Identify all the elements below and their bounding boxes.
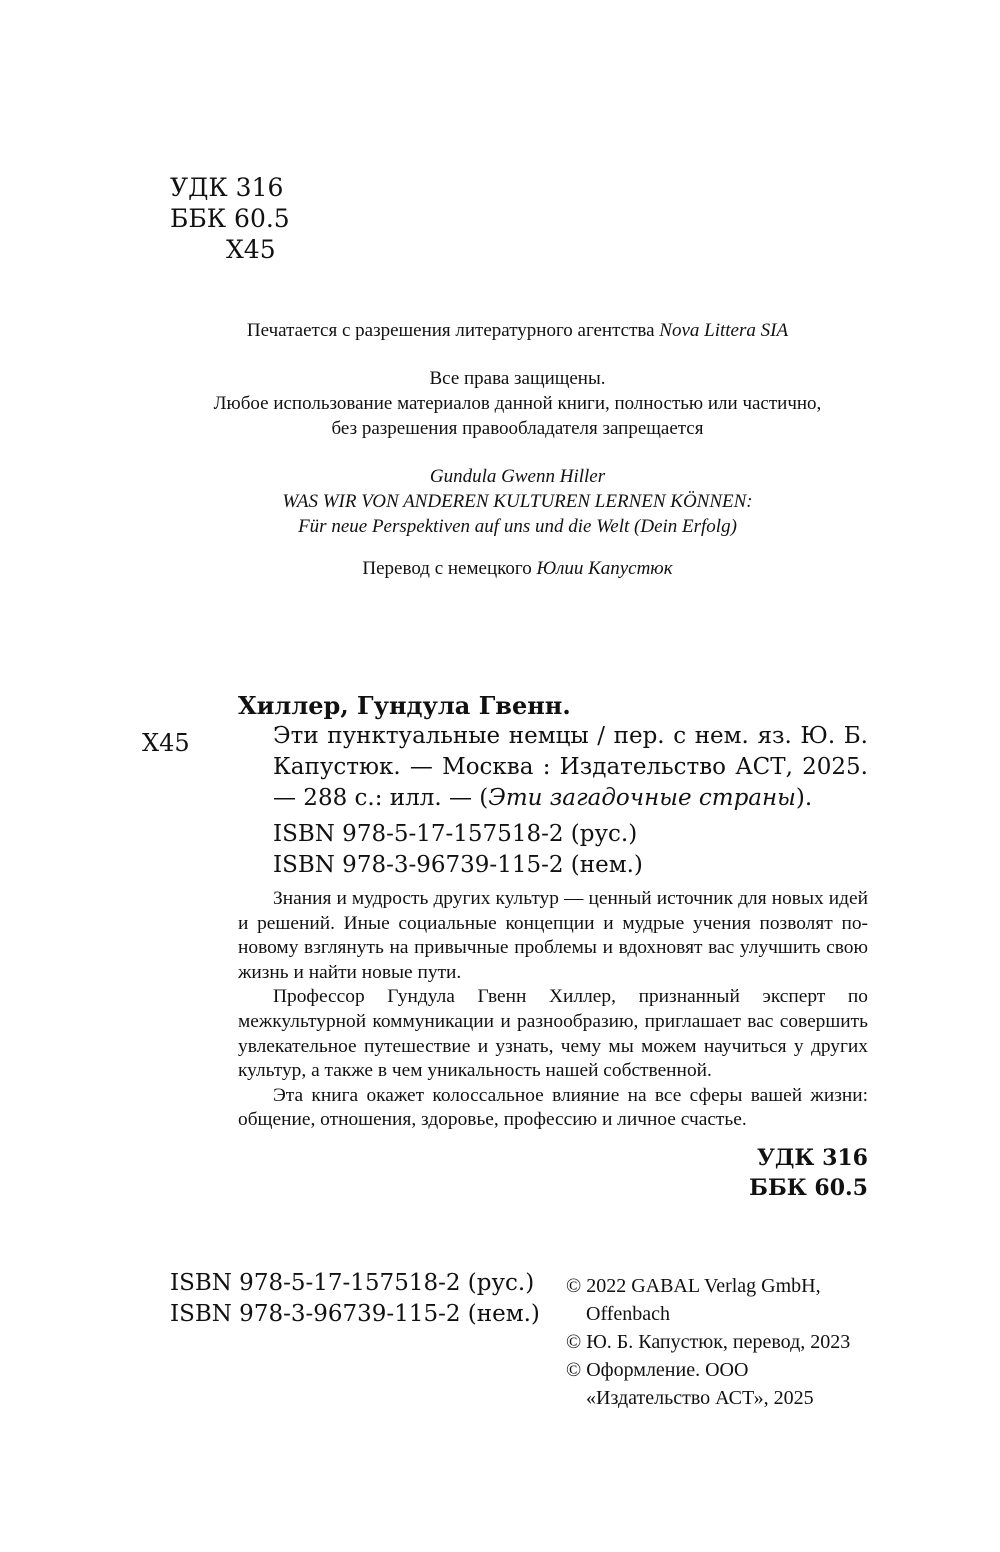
author-mark: Х45 <box>226 235 276 264</box>
catalog-card <box>238 690 868 1203</box>
translator-name: Юлии Капустюк <box>536 558 673 579</box>
rights-notice <box>170 366 865 441</box>
card-isbn-ru: ISBN 978-5-17-157518-2 (рус.) <box>273 821 638 847</box>
annotation-paragraph: Эта книга окажет колоссальное влияние на все сферы вашей жизни: общение, отношения, здоровье, профессию и личное счастье. <box>238 1084 868 1131</box>
annotation-paragraph: Профессор Гундула Гвенн Хиллер, признанный эксперт по межкультурной коммуникации и разнообразию, приглашает вас совершить увлекательное путешествие и узнать, чему мы можем научиться у других культур, а также в чем уникальность нашей собственной. <box>238 986 868 1082</box>
card-udk: УДК 316 <box>756 1144 868 1171</box>
card-author-mark: Х45 <box>142 729 190 757</box>
original-edition <box>170 464 865 539</box>
annotation <box>238 887 868 1133</box>
card-bbk: ББК 60.5 <box>749 1174 868 1201</box>
original-title: WAS WIR VON ANDEREN KULTUREN LERNEN KÖNNEN: <box>282 491 753 512</box>
card-isbn-block <box>238 819 868 881</box>
card-classification-codes <box>238 1143 868 1203</box>
card-author: Хиллер, Гундула Гвенн. <box>238 691 571 720</box>
agency-name: Nova Littera SIA <box>659 320 789 341</box>
rights-line: Любое использование материалов данной книги, полностью или частично, <box>213 393 822 414</box>
isbn-de: ISBN 978-3-96739-115-2 (нем.) <box>170 1301 540 1327</box>
translation-credit <box>170 556 865 581</box>
permission-notice <box>170 318 865 343</box>
original-subtitle: Für neue Perspektiven auf uns und die Welt (Dein Erfolg) <box>298 516 737 537</box>
original-author: Gundula Gwenn Hiller <box>429 466 606 487</box>
card-series: Эти загадочные страны <box>488 785 796 811</box>
copyright-block <box>566 1272 876 1412</box>
bbk-code: ББК 60.5 <box>170 204 290 233</box>
isbn-ru: ISBN 978-5-17-157518-2 (рус.) <box>170 1270 535 1296</box>
card-title-end: ). <box>795 785 813 811</box>
card-isbn-de: ISBN 978-3-96739-115-2 (нем.) <box>273 852 643 878</box>
permission-text: Печатается с разрешения литературного агентства <box>246 320 660 341</box>
copyright-line: © 2022 GABAL Verlag GmbH, Offenbach <box>566 1275 821 1325</box>
annotation-paragraph: Знания и мудрость других культур — ценный источник для новых идей и решений. Иные социальные концепции и мудрые учения позволят по-новому взглянуть на привычные проблемы и вдохновят вас улучшить свою жизнь и найти новые пути. <box>238 888 868 983</box>
rights-line: без разрешения правообладателя запрещается <box>331 418 704 439</box>
copyright-line: © Оформление. ООО «Издательство АСТ», 2025 <box>566 1359 814 1409</box>
copyright-line: © Ю. Б. Капустюк, перевод, 2023 <box>566 1331 851 1353</box>
card-title-main: Эти пунктуальные немцы / пер. с нем. яз. Ю. Б. Капустюк. — Москва : Издательство АСТ, 2025. — 288 с.: илл. — ( <box>273 723 868 811</box>
card-title-description <box>238 721 868 814</box>
translation-prefix: Перевод с немецкого <box>362 558 537 579</box>
rights-line: Все права защищены. <box>429 368 606 389</box>
top-classification-codes <box>170 172 290 265</box>
isbn-block <box>170 1268 540 1330</box>
udk-code: УДК 316 <box>170 173 284 202</box>
